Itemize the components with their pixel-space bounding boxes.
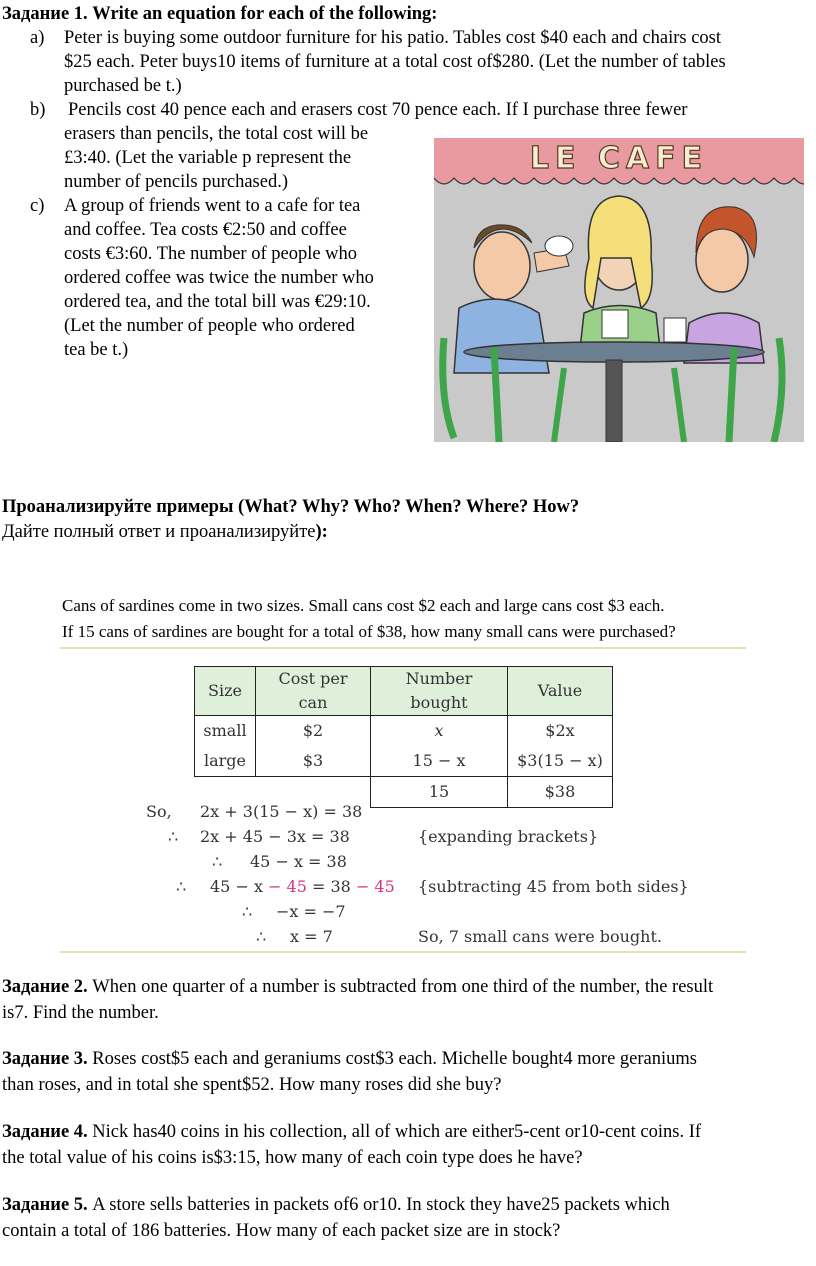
task2-label: Задание 2. — [2, 977, 88, 997]
step-2-note: {expanding brackets} — [418, 827, 599, 846]
task5-label: Задание 5. — [2, 1195, 88, 1215]
example-question-line1: Cans of sardines come in two sizes. Small cans cost $2 each and large cans cost $3 each. — [62, 596, 665, 615]
cell-number: 15 − x — [371, 746, 508, 777]
item-c-line3: costs €3:60. The number of people who — [64, 244, 358, 264]
cell-number: x — [371, 716, 508, 747]
task3-label: Задание 3. — [2, 1049, 88, 1069]
cell-value: $2x — [508, 716, 613, 747]
analyze-instruction-end: ): — [315, 522, 328, 542]
task5-line2: contain a total of 186 batteries. How many of each packet size are in stock? — [2, 1221, 561, 1241]
therefore-icon: ∴ — [212, 852, 223, 871]
cell-cost: $3 — [256, 746, 371, 777]
cell-size: small — [195, 716, 256, 747]
table-header-size: Size — [195, 667, 256, 716]
cell-cost: $2 — [256, 716, 371, 747]
step-1-prefix: So, — [146, 802, 172, 821]
step-4-note: {subtracting 45 from both sides} — [418, 877, 689, 896]
item-b-label: b) — [30, 100, 46, 120]
item-c-line7: tea be t.) — [64, 340, 129, 360]
worked-example-box — [60, 647, 746, 953]
task3-line1 — [2, 1047, 697, 1071]
task1-heading: Задание 1. Write an equation for each of the following: — [2, 4, 438, 24]
item-c-line1: A group of friends went to a cafe for tea — [64, 196, 361, 216]
step-4-equation — [210, 875, 395, 899]
item-b-line2: erasers than pencils, the total cost will be — [64, 124, 369, 144]
item-a-line3: purchased be t.) — [64, 76, 182, 96]
table-header-number: Number bought — [371, 667, 508, 716]
table-row — [195, 746, 613, 777]
cell-size: large — [195, 746, 256, 777]
example-question-line2: If 15 cans of sardines are bought for a total of $38, how many small cans were purchased? — [62, 622, 676, 641]
step-6-conclusion: So, 7 small cans were bought. — [418, 927, 662, 946]
task5-line1 — [2, 1193, 670, 1217]
analyze-line1 — [2, 495, 579, 519]
table-row — [195, 716, 613, 747]
item-a-line1: Peter is buying some outdoor furniture for his patio. Tables cost $40 each and chairs cost — [64, 28, 722, 48]
cell-value: $3(15 − x) — [508, 746, 613, 777]
step-4-subtract-left: − 45 — [268, 877, 307, 896]
item-b-line1: Pencils cost 40 pence each and erasers cost 70 pence each. If I purchase three fewer — [68, 100, 688, 120]
cafe-sign-text: LE CAFE — [529, 141, 709, 176]
step-4-right: = 38 — [306, 877, 356, 896]
item-b-line4: number of pencils purchased.) — [64, 172, 288, 192]
therefore-icon: ∴ — [242, 902, 253, 921]
task3-line2: than roses, and in total she spent$52. How many roses did she buy? — [2, 1075, 502, 1095]
step-2-equation: 2x + 45 − 3x = 38 — [200, 827, 350, 846]
task2-line1 — [2, 975, 713, 999]
item-c-line6: (Let the number of people who ordered — [64, 316, 355, 336]
step-5-equation: −x = −7 — [276, 902, 346, 921]
step-4-left: 45 − x — [210, 877, 269, 896]
step-1-equation: 2x + 3(15 − x) = 38 — [200, 802, 363, 821]
therefore-icon: ∴ — [176, 877, 187, 896]
task4-label: Задание 4. — [2, 1122, 88, 1142]
sardines-table — [194, 666, 613, 808]
therefore-icon: ∴ — [256, 927, 267, 946]
analyze-instruction: Дайте полный ответ и проанализируйте — [2, 522, 316, 542]
analyze-line2 — [2, 520, 328, 544]
task4-text: Nick has40 coins in his collection, all of which are either5-cent or10-cent coins. If — [87, 1122, 702, 1142]
task3-text: Roses cost$5 each and geraniums cost$3 each. Michelle bought4 more geraniums — [87, 1049, 697, 1069]
item-c-line5: ordered tea, and the total bill was €29:10. — [64, 292, 371, 312]
table-header-value: Value — [508, 667, 613, 716]
item-a-label: a) — [30, 28, 45, 48]
item-a-line2: $25 each. Peter buys10 items of furniture at a total cost of$280. (Let the number of tables — [64, 52, 726, 72]
item-c-line4: ordered coffee was twice the number who — [64, 268, 374, 288]
item-b-line3: £3:40. (Let the variable p represent the — [64, 148, 352, 168]
task4-line1 — [2, 1120, 701, 1144]
item-c-line2: and coffee. Tea costs €2:50 and coffee — [64, 220, 347, 240]
therefore-icon: ∴ — [168, 827, 179, 846]
analyze-bold: Проанализируйте примеры — [2, 497, 234, 517]
total-value: $38 — [508, 777, 613, 808]
analyze-questions: (What? Why? Who? When? Where? How? — [233, 497, 580, 517]
task2-text: When one quarter of a number is subtracted from one third of the number, the result — [87, 977, 714, 997]
task2-line2: is7. Find the number. — [2, 1003, 159, 1023]
total-number: 15 — [371, 777, 508, 808]
table-header-cost: Cost per can — [256, 667, 371, 716]
step-3-equation: 45 − x = 38 — [250, 852, 347, 871]
task5-text: A store sells batteries in packets of6 or10. In stock they have25 packets which — [87, 1195, 670, 1215]
item-c-label: c) — [30, 196, 45, 216]
step-6-equation: x = 7 — [290, 927, 333, 946]
cafe-illustration — [434, 138, 804, 442]
step-4-subtract-right: − 45 — [355, 877, 395, 896]
task4-line2: the total value of his coins is$3:15, how many of each coin type does he have? — [2, 1148, 583, 1168]
